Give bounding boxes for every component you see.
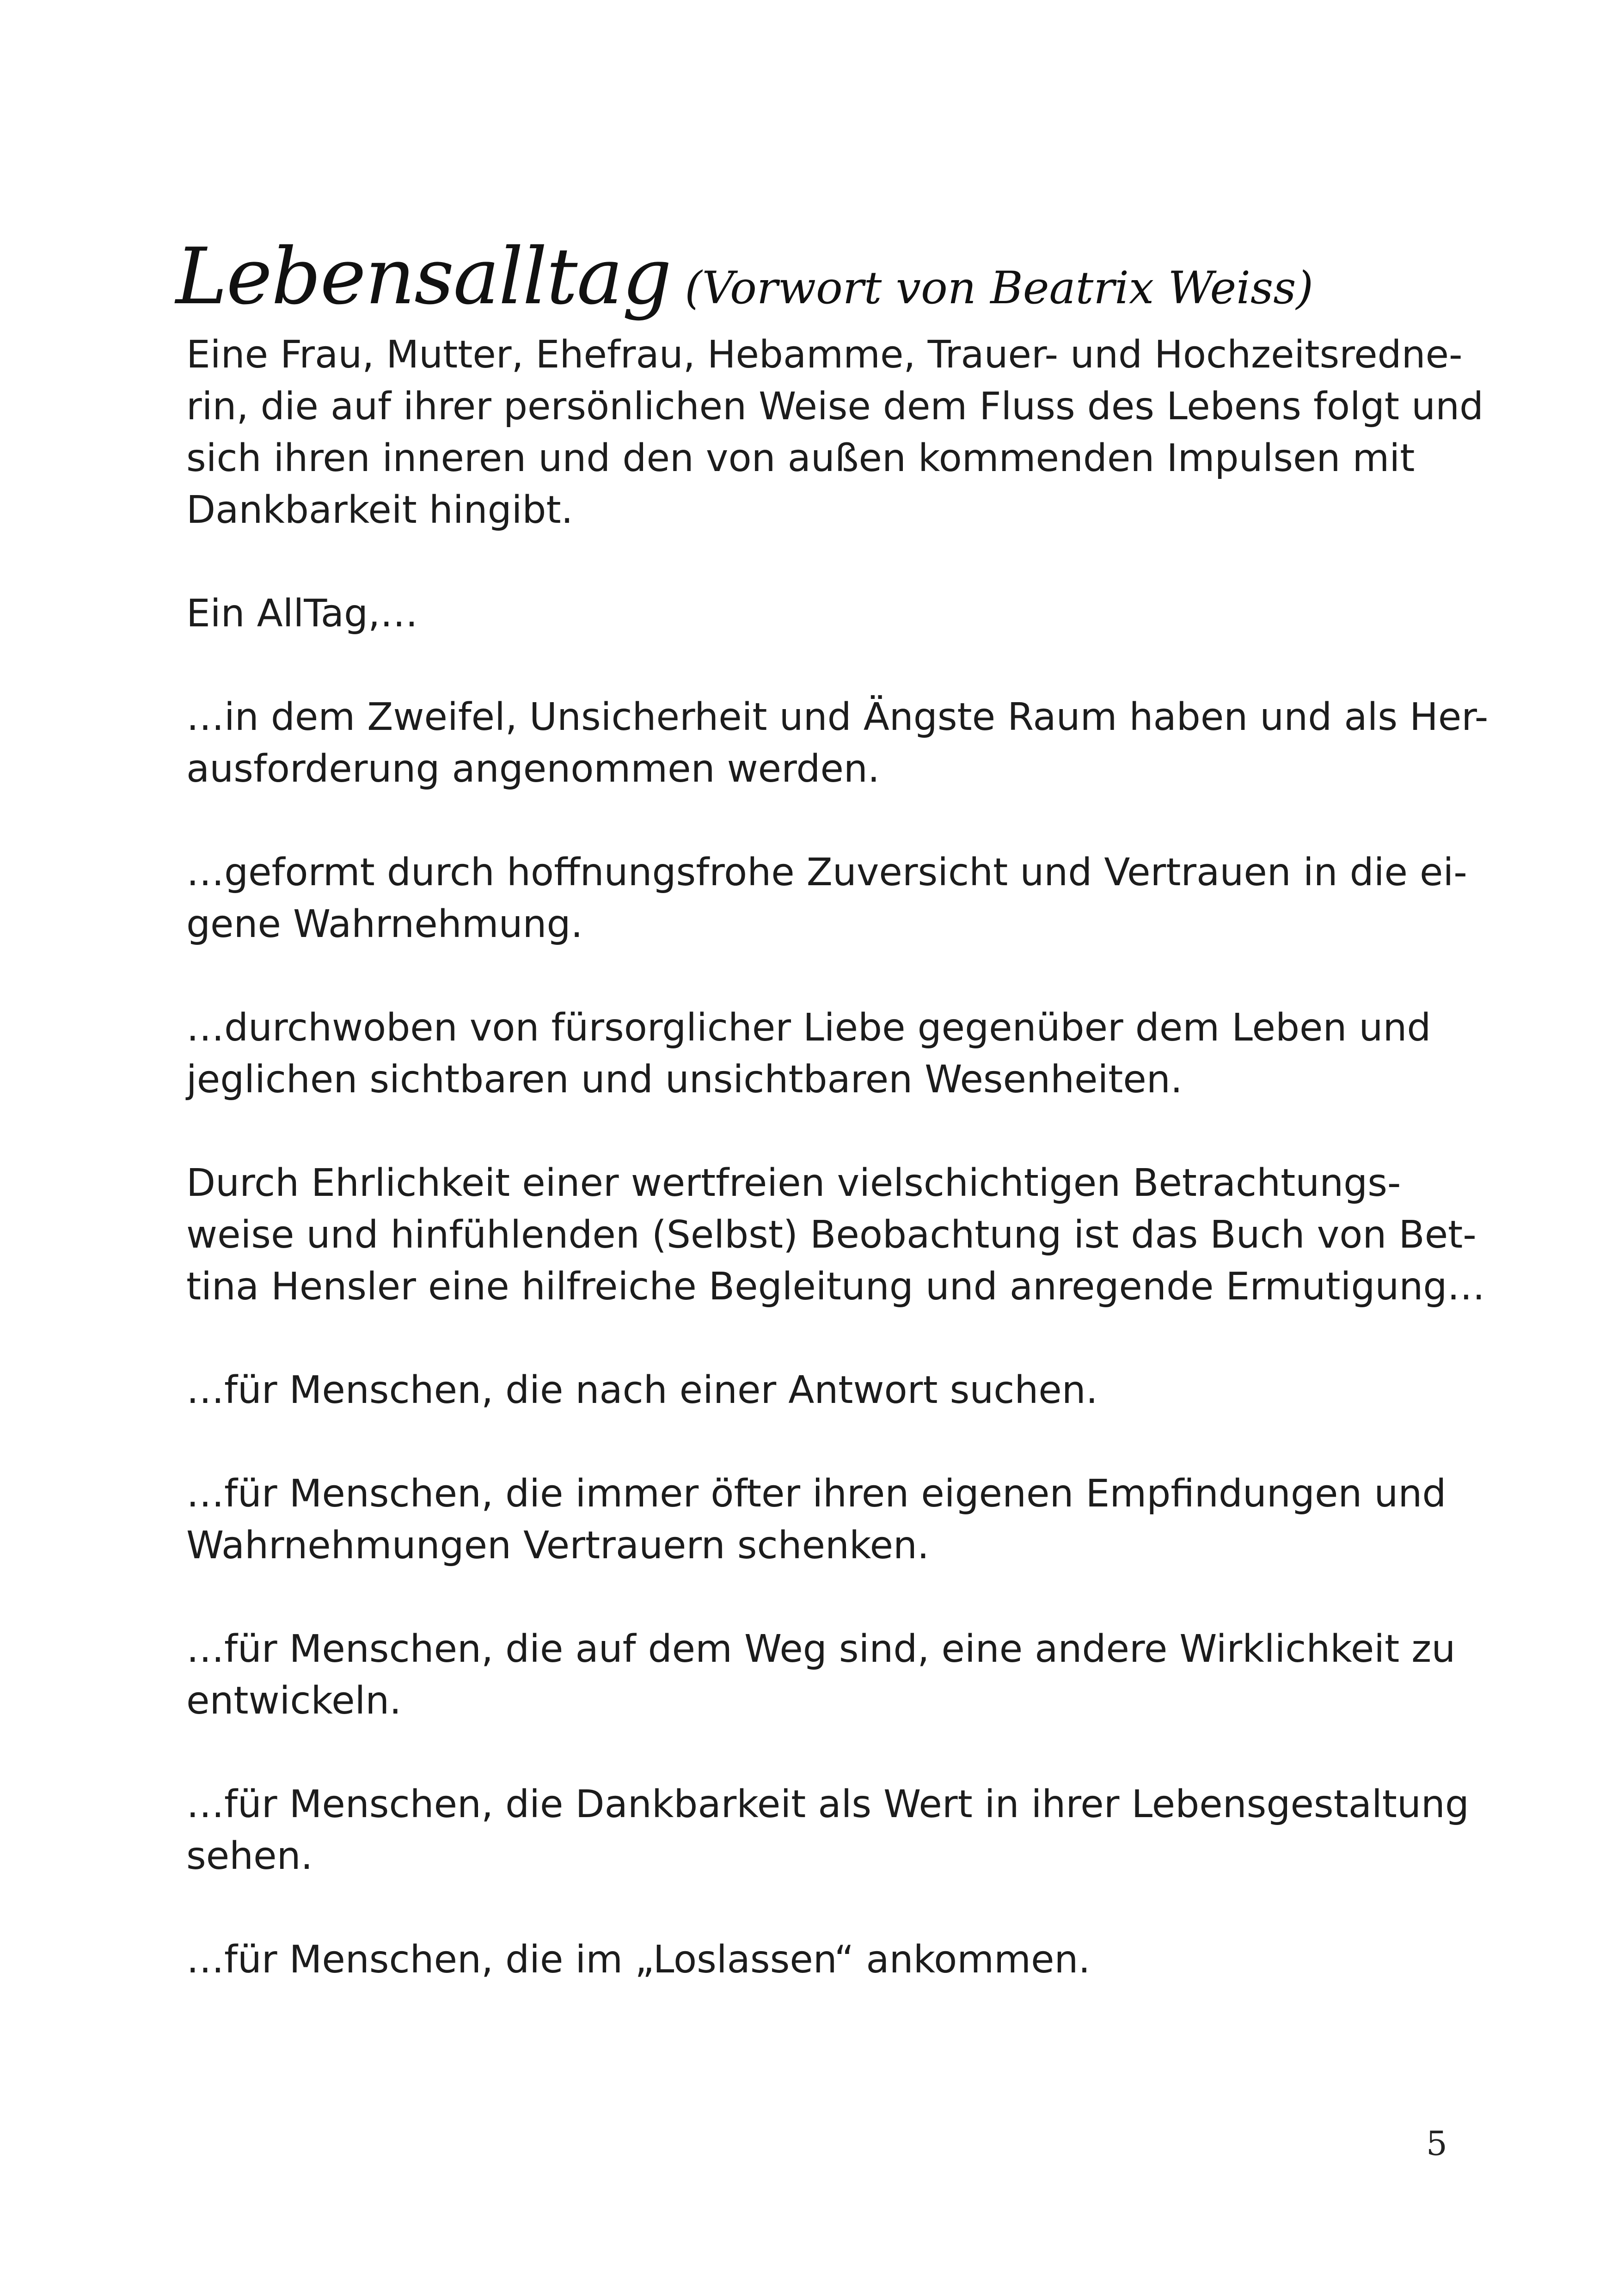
paragraph — [186, 1365, 1481, 1416]
paragraph — [186, 1779, 1481, 1882]
text-line: jeglichen sichtbaren und unsichtbaren Wesenheiten. — [186, 1058, 1183, 1102]
text-line: …für Menschen, die nach einer Antwort suchen. — [186, 1368, 1098, 1412]
text-line: Dankbarkeit hingibt. — [186, 488, 573, 532]
text-line: sich ihren inneren und den von außen kommenden Impulsen mit — [186, 436, 1415, 480]
text-line: Eine Frau, Mutter, Ehefrau, Hebamme, Trauer- und Hochzeitsredne- — [186, 333, 1463, 377]
paragraph — [186, 1157, 1485, 1313]
text-line: rin, die auf ihrer persönlichen Weise dem Fluss des Lebens folgt und — [186, 385, 1484, 429]
text-line: Durch Ehrlichkeit einer wertfreien vielschichtigen Betrachtungs- — [186, 1161, 1401, 1205]
paragraph — [186, 1002, 1481, 1106]
body-text — [186, 329, 1489, 2038]
text-line: ausforderung angenommen werden. — [186, 747, 880, 791]
text-line: …in dem Zweifel, Unsicherheit und Ängste Raum haben und als Her- — [186, 695, 1489, 739]
text-line: tina Hensler eine hilfreiche Begleitung und anregende Ermutigung… — [186, 1265, 1485, 1309]
text-line: Wahrnehmungen Vertrauern schenken. — [186, 1524, 930, 1567]
paragraph — [186, 847, 1481, 950]
title-main: Lebensalltag — [176, 231, 671, 322]
text-line: …für Menschen, die auf dem Weg sind, eine andere Wirklichkeit zu — [186, 1627, 1456, 1671]
paragraph — [186, 1468, 1481, 1572]
text-line: entwickeln. — [186, 1679, 402, 1723]
text-line: Ein AllTag,… — [186, 592, 418, 636]
text-line: …geformt durch hoffnungsfrohe Zuversicht und Vertrauen in die ei- — [186, 851, 1467, 894]
text-line: gene Wahrnehmung. — [186, 902, 583, 946]
title-subtitle: (Vorwort von Beatrix Weiss) — [685, 262, 1313, 314]
text-line: …für Menschen, die Dankbarkeit als Wert in ihrer Lebensgestaltung — [186, 1782, 1469, 1826]
paragraph — [186, 692, 1489, 795]
page-number: 5 — [1426, 2124, 1447, 2163]
text-line: weise und hinfühlenden (Selbst) Beobachtung ist das Buch von Bet- — [186, 1213, 1477, 1257]
paragraph — [186, 1934, 1481, 1986]
text-line: sehen. — [186, 1834, 313, 1878]
text-line: …durchwoben von fürsorglicher Liebe gegenüber dem Leben und — [186, 1006, 1431, 1050]
text-line: …für Menschen, die im „Loslassen“ ankommen. — [186, 1938, 1091, 1982]
paragraph — [186, 1623, 1481, 1727]
paragraph — [186, 588, 1481, 640]
text-line: …für Menschen, die immer öfter ihren eigenen Empfindungen und — [186, 1472, 1446, 1516]
paragraph — [186, 329, 1484, 536]
page-title — [176, 231, 1313, 322]
